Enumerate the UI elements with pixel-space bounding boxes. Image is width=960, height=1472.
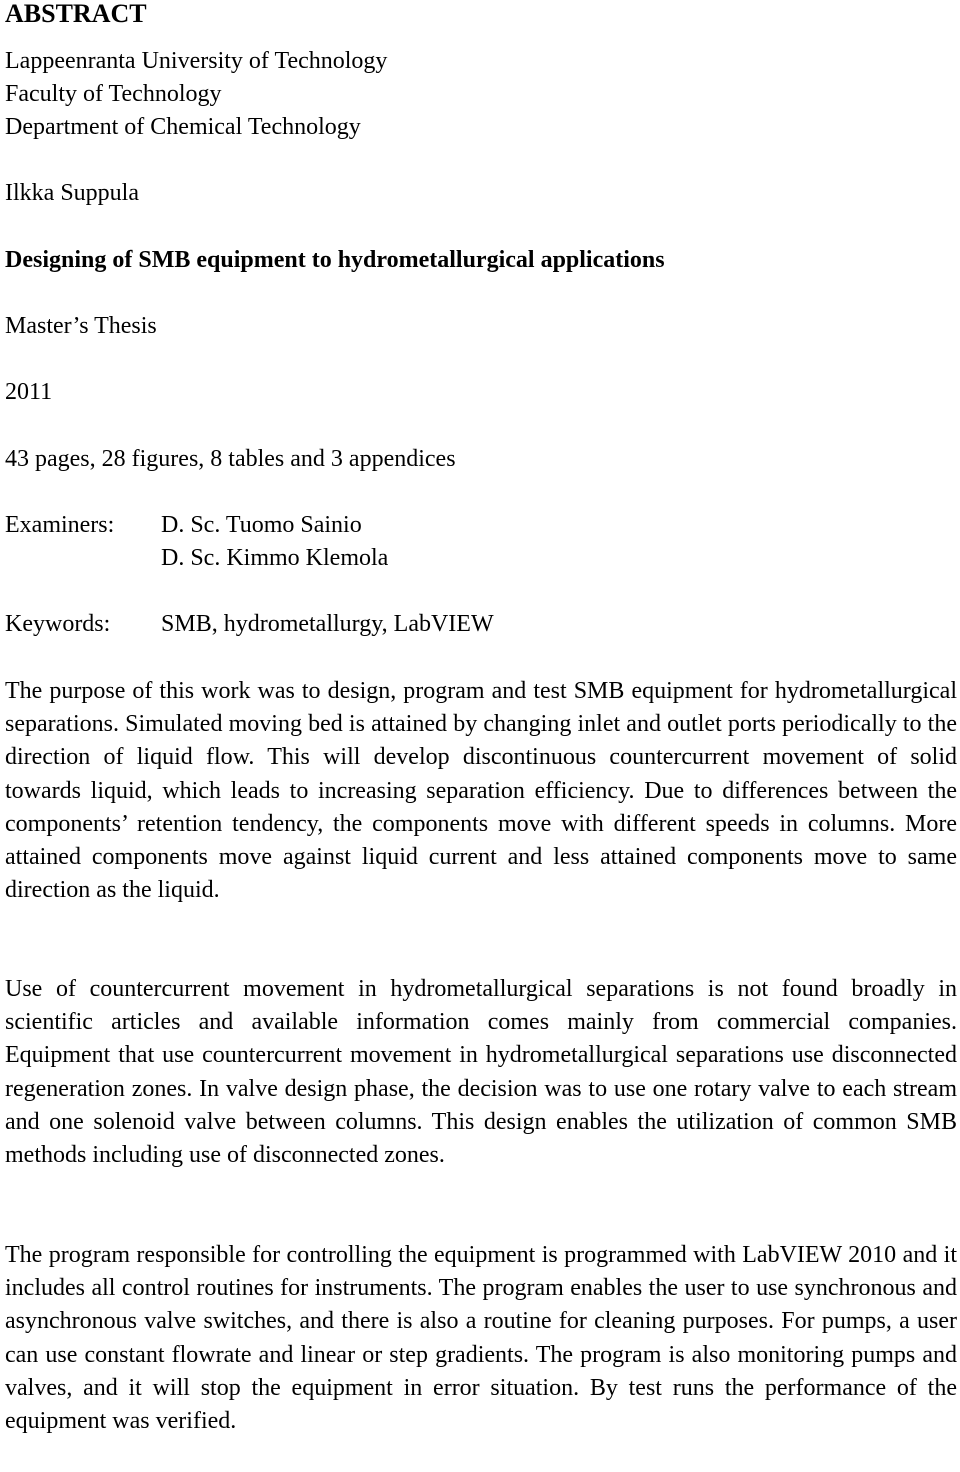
- thesis-title: Designing of SMB equipment to hydrometallurgical applications: [5, 247, 665, 273]
- examiners-list: [161, 509, 388, 575]
- abstract-paragraph-2: Use of countercurrent movement in hydrometallurgical separations is not found broadly in scientific articles and available information comes mainly from commercial companies. Equipment that use countercurrent movement in hydrometallurgical separations use disconnected regeneration zones. In valve design phase, the decision was to use one rotary valve to each stream and one solenoid valve between columns. This design enables the utilization of common SMB methods including use of disconnected zones.: [5, 976, 957, 1169]
- abstract-paragraph-1: The purpose of this work was to design, program and test SMB equipment for hydrometallurgical separations. Simulated moving bed is attained by changing inlet and outlet ports periodically to the direction of liquid flow. This will develop discontinuous countercurrent movement of solid towards liquid, which leads to increasing separation efficiency. Due to differences between the components’ retention tendency, the components move with different speeds in columns. More attained components move against liquid current and less attained components move to same direction as the liquid.: [5, 678, 957, 904]
- examiners-label: Examiners:: [5, 512, 115, 538]
- author-name: Ilkka Suppula: [5, 180, 139, 206]
- abstract-paragraph-3: The program responsible for controlling the equipment is programmed with LabVIEW 2010 and it includes all control routines for instruments. The program enables the user to use synchronous and asynchronous valve switches, and there is also a routine for cleaning purposes. For pumps, a user can use constant flowrate and linear or step gradients. The program is also monitoring pumps and valves, and it will stop the equipment in error situation. By test runs the performance of the equipment was verified.: [5, 1242, 957, 1435]
- examiner-name: D. Sc. Tuomo Sainio: [161, 512, 362, 538]
- keywords-row: [5, 608, 494, 641]
- keywords-label: Keywords:: [5, 611, 111, 637]
- examiners-row: [5, 509, 388, 575]
- thesis-extent: 43 pages, 28 figures, 8 tables and 3 appendices: [5, 446, 456, 472]
- thesis-type: Master’s Thesis: [5, 313, 157, 339]
- university-name: Lappeenranta University of Technology: [5, 48, 388, 74]
- examiner-name: D. Sc. Kimmo Klemola: [161, 545, 389, 571]
- department-name: Department of Chemical Technology: [5, 114, 361, 140]
- thesis-year: 2011: [5, 379, 53, 405]
- page-heading: ABSTRACT: [5, 0, 147, 28]
- keywords-value: SMB, hydrometallurgy, LabVIEW: [161, 611, 494, 637]
- affiliation-block: [5, 45, 387, 144]
- faculty-name: Faculty of Technology: [5, 81, 222, 107]
